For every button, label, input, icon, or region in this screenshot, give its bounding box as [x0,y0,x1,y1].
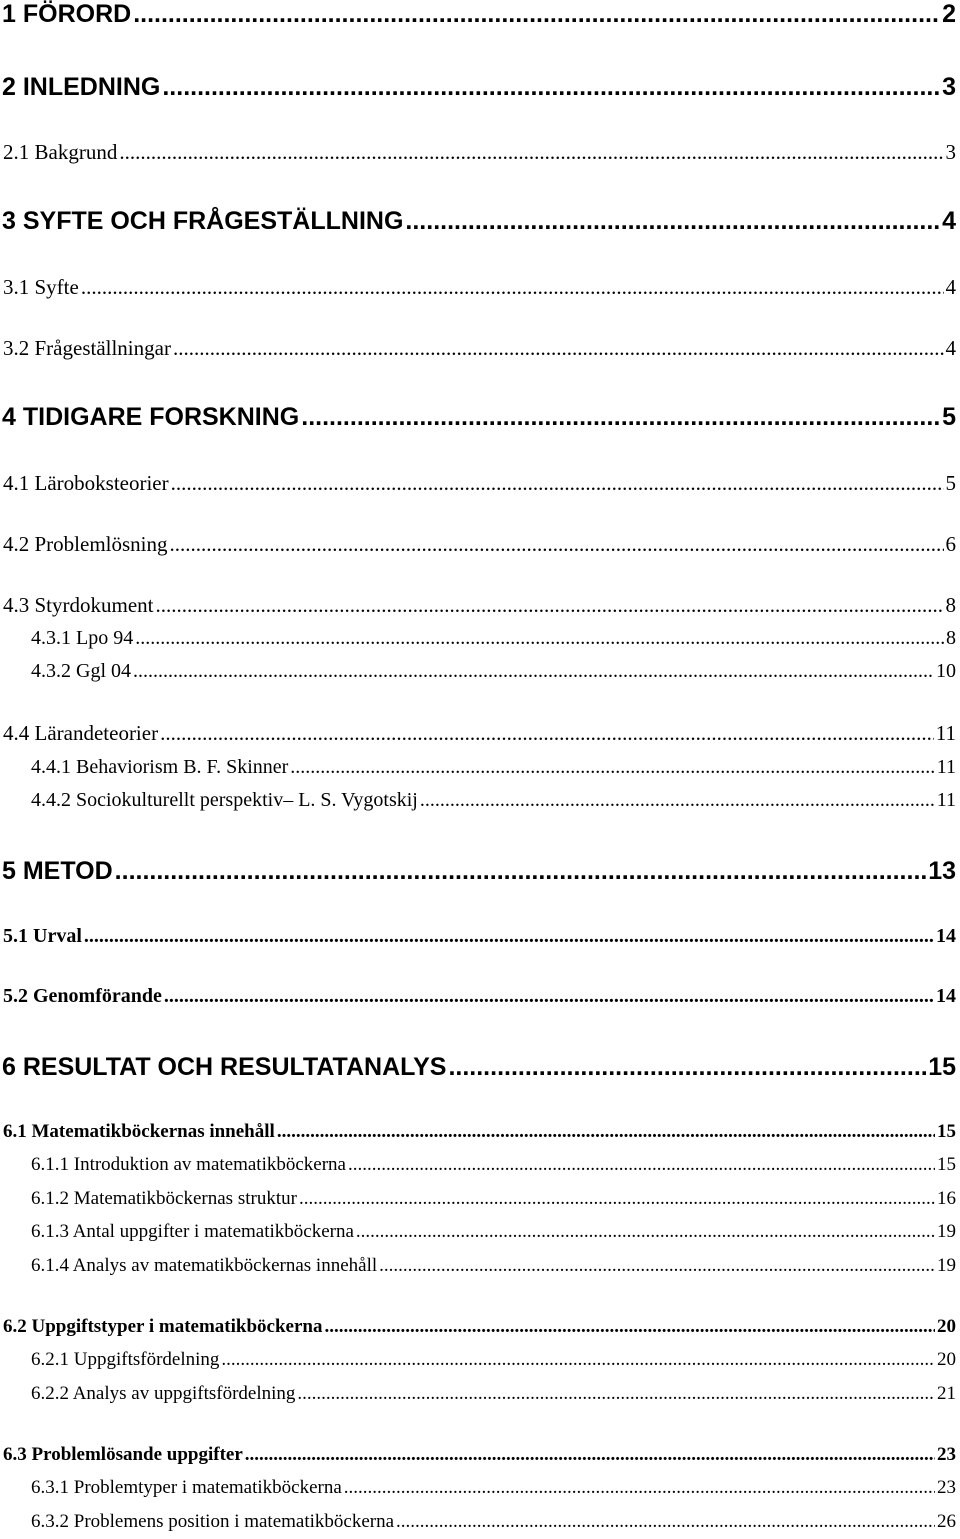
toc-entry-title: 6 RESULTAT OCH RESULTATANALYS [2,1053,447,1081]
dot-leader [171,471,944,496]
toc-entry-tidigare-forskning[interactable] [2,403,956,432]
toc-entry-title: 6.1.2 Matematikböckernas struktur [31,1188,297,1209]
toc-entry-page: 11 [935,721,956,745]
toc-entry-problemens-position[interactable] [31,1511,956,1533]
dot-leader [135,627,944,650]
toc-entry-page: 8 [946,627,956,649]
toc-entry-title: 4.4 Lärandeteorier [3,721,159,745]
toc-entry-page: 3 [945,140,956,164]
dot-leader [162,73,940,102]
toc-entry-problemtyper[interactable] [31,1477,956,1499]
dot-leader [290,756,934,779]
toc-entry-page: 16 [937,1188,956,1209]
toc-entry-page: 5 [945,471,956,495]
dot-leader [297,1383,935,1405]
toc-entry-fragestallningar[interactable] [3,336,956,361]
toc-entry-page: 3 [942,73,956,101]
dot-leader [133,660,934,683]
toc-entry-page: 4 [945,336,956,360]
toc-entry-title: 1 FÖRORD [2,0,132,28]
toc-entry-page: 14 [936,985,956,1007]
dot-leader [221,1349,935,1371]
toc-entry-page: 20 [937,1316,956,1337]
dot-leader [356,1221,935,1243]
toc-entry-page: 4 [942,207,956,235]
dot-leader [245,1444,935,1466]
toc-entry-forord[interactable] [2,0,956,29]
toc-entry-title: 6.1 Matematikböckernas innehåll [3,1121,275,1142]
dot-leader [84,925,934,948]
toc-entry-title: 6.1.4 Analys av matematikböckernas innehåll [31,1255,378,1276]
dot-leader [379,1255,935,1277]
dot-leader [324,1316,935,1338]
toc-entry-title: 6.3.2 Problemens position i matematikböckerna [31,1511,395,1532]
toc-entry-larandeteorier[interactable] [3,721,956,746]
dot-leader [448,1053,926,1082]
dot-leader [405,207,940,236]
toc-entry-page: 6 [945,532,956,556]
toc-entry-page: 19 [937,1255,956,1276]
toc-entry-analys-uppgiftsfordelning[interactable] [31,1383,956,1405]
dot-leader [170,532,944,557]
toc-entry-uppgiftsfordelning[interactable] [31,1349,956,1371]
toc-entry-title: 6.1.1 Introduktion av matematikböckerna [31,1154,346,1175]
dot-leader [299,1188,935,1210]
toc-entry-title: 4.3.2 Ggl 04 [31,660,131,682]
toc-entry-title: 4.4.1 Behaviorism B. F. Skinner [31,756,289,778]
toc-entry-page: 23 [937,1444,956,1465]
toc-entry-ggl-04[interactable] [31,660,956,683]
toc-entry-page: 11 [936,789,956,811]
toc-entry-struktur[interactable] [31,1188,956,1210]
toc-entry-bakgrund[interactable] [3,140,956,165]
dot-leader [348,1154,935,1176]
toc-entry-styrdokument[interactable] [3,593,956,618]
toc-entry-title: 4.3.1 Lpo 94 [31,627,134,649]
toc-entry-title: 4.1 Läroboksteorier [3,471,169,495]
toc-entry-title: 5.2 Genomförande [3,985,162,1007]
toc-entry-syfte[interactable] [3,275,956,300]
toc-entry-problemlosande-uppgifter[interactable] [3,1444,956,1466]
toc-entry-page: 2 [942,0,956,28]
toc-entry-resultat-och-resultatanalys[interactable] [2,1053,956,1082]
dot-leader [396,1511,935,1533]
toc-entry-problemlosning[interactable] [3,532,956,557]
toc-entry-title: 4 TIDIGARE FORSKNING [2,403,300,431]
dot-leader [173,336,944,361]
toc-entry-matematikbockernas-innehall[interactable] [3,1121,956,1143]
toc-entry-title: 6.3.1 Problemtyper i matematikböckerna [31,1477,342,1498]
toc-entry-behaviorism[interactable] [31,756,956,779]
toc-entry-title: 4.2 Problemlösning [3,532,168,556]
toc-entry-title: 6.1.3 Antal uppgifter i matematikböckerna [31,1221,354,1242]
toc-entry-lpo-94[interactable] [31,627,956,650]
toc-entry-page: 21 [937,1383,956,1404]
dot-leader [277,1121,935,1143]
toc-entry-title: 6.2.2 Analys av uppgiftsfördelning [31,1383,296,1404]
toc-entry-sociokulturellt-perspektiv[interactable] [31,789,956,812]
dot-leader [420,789,935,812]
toc-entry-analys-innehall[interactable] [31,1255,956,1277]
toc-entry-page: 15 [937,1154,956,1175]
toc-entry-title: 4.3 Styrdokument [3,593,154,617]
toc-entry-page: 5 [942,403,956,431]
toc-entry-syfte-och-fragestallning[interactable] [2,207,956,236]
toc-entry-title: 5.1 Urval [3,925,82,947]
dot-leader [133,0,940,29]
toc-entry-page: 15 [937,1121,956,1142]
toc-entry-inledning[interactable] [2,73,956,102]
toc-entry-title: 3 SYFTE OCH FRÅGESTÄLLNING [2,207,404,235]
toc-entry-title: 6.2 Uppgiftstyper i matematikböckerna [3,1316,323,1337]
dot-leader [160,721,934,746]
toc-entry-page: 11 [936,756,956,778]
toc-entry-page: 19 [937,1221,956,1242]
toc-entry-introduktion[interactable] [31,1154,956,1176]
toc-entry-title: 6.2.1 Uppgiftsfördelning [31,1349,220,1370]
dot-leader [119,140,943,165]
toc-entry-title: 2.1 Bakgrund [3,140,118,164]
toc-entry-title: 4.4.2 Sociokulturellt perspektiv– L. S. Vygotskij [31,789,418,811]
toc-entry-metod[interactable] [2,857,956,886]
toc-entry-page: 4 [945,275,956,299]
toc-entry-urval[interactable] [3,925,956,948]
toc-entry-page: 20 [937,1349,956,1370]
toc-entry-page: 10 [936,660,956,682]
dot-leader [115,857,927,886]
toc-entry-laroboksteorier[interactable] [3,471,956,496]
toc-entry-page: 23 [937,1477,956,1498]
dot-leader [164,985,934,1008]
toc-entry-page: 14 [936,925,956,947]
toc-entry-title: 3.1 Syfte [3,275,79,299]
toc-entry-page: 13 [928,857,956,885]
toc-entry-uppgiftstyper[interactable] [3,1316,956,1338]
toc-entry-page: 26 [937,1511,956,1532]
dot-leader [301,403,940,432]
toc-entry-antal-uppgifter[interactable] [31,1221,956,1243]
toc-entry-page: 15 [928,1053,956,1081]
toc-entry-title: 3.2 Frågeställningar [3,336,171,360]
dot-leader [81,275,944,300]
toc-entry-title: 5 METOD [2,857,113,885]
toc-entry-title: 2 INLEDNING [2,73,161,101]
dot-leader [156,593,944,618]
toc-entry-genomforande[interactable] [3,985,956,1008]
toc-entry-title: 6.3 Problemlösande uppgifter [3,1444,243,1465]
toc-entry-page: 8 [945,593,956,617]
dot-leader [344,1477,935,1499]
